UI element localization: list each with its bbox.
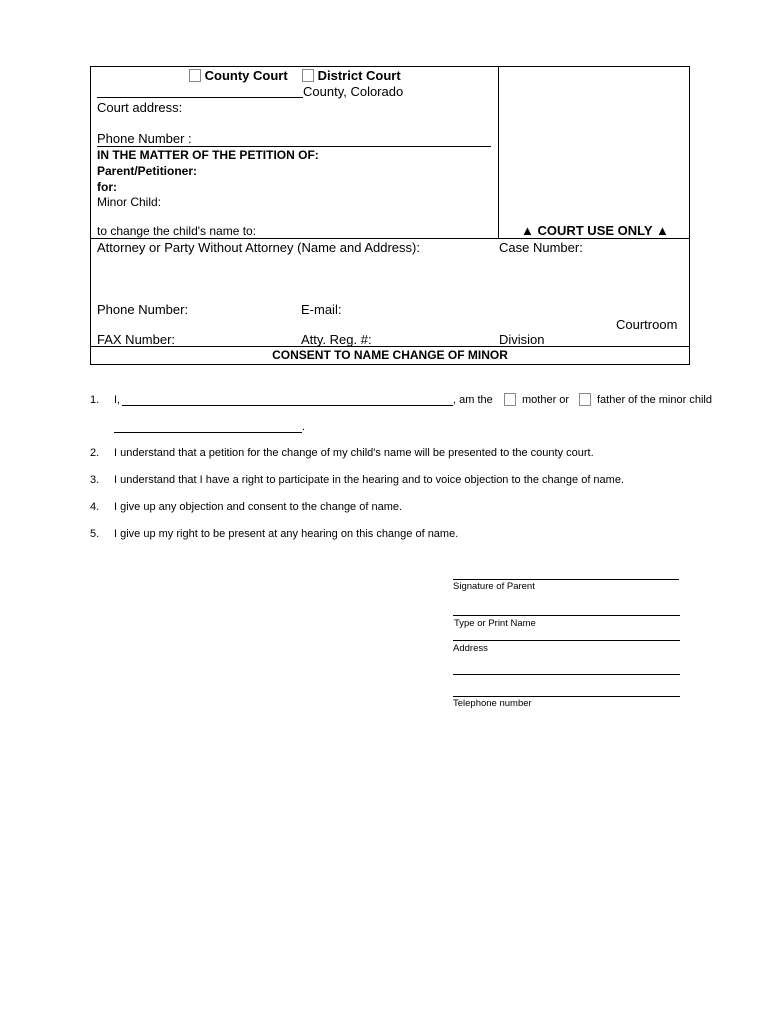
father-label: father of the minor child [597, 394, 712, 406]
county-court-label: County Court [204, 68, 288, 83]
address-line[interactable] [453, 640, 680, 641]
item-1-period: . [302, 421, 306, 433]
parent-name-line[interactable] [122, 405, 453, 406]
mother-checkbox[interactable] [504, 393, 516, 406]
print-name-label: Type or Print Name [454, 618, 536, 629]
item-4-number: 4. [90, 501, 100, 513]
in-the-matter: IN THE MATTER OF THE PETITION OF: [97, 148, 319, 162]
attorney-label: Attorney or Party Without Attorney (Name and Address): [97, 240, 420, 255]
print-name-line[interactable] [453, 615, 680, 616]
court-use-divider [498, 66, 499, 238]
parent-petitioner-label: Parent/Petitioner: [97, 164, 198, 178]
minor-child-name-line[interactable] [114, 432, 302, 433]
case-number-label: Case Number: [499, 240, 583, 255]
form-title: CONSENT TO NAME CHANGE OF MINOR [272, 348, 508, 362]
item-2-number: 2. [90, 447, 100, 459]
for-label: for: [97, 180, 117, 194]
district-court-option[interactable] [302, 68, 401, 83]
caption-divider [90, 238, 690, 239]
signature-line[interactable] [453, 579, 679, 580]
county-court-option[interactable] [189, 68, 288, 83]
court-address-label: Court address: [97, 100, 183, 115]
item-1-prefix: I, [114, 394, 121, 406]
change-name-label: to change the child's name to: [97, 224, 257, 238]
father-checkbox[interactable] [579, 393, 591, 406]
court-use-only: ▲ COURT USE ONLY ▲ [521, 223, 669, 238]
address-line-2[interactable] [453, 674, 680, 675]
item-5-number: 5. [90, 528, 100, 540]
signature-of-parent-label: Signature of Parent [453, 581, 535, 592]
telephone-label: Telephone number [453, 698, 532, 709]
district-court-checkbox[interactable] [302, 69, 314, 82]
item-5-text: I give up my right to be present at any hearing on this change of name. [114, 528, 459, 540]
address-label: Address [453, 643, 488, 654]
atty-reg-label: Atty. Reg. #: [301, 332, 372, 347]
item-1-am-the: , am the [453, 394, 493, 406]
division-label: Division [499, 332, 545, 347]
item-3-number: 3. [90, 474, 100, 486]
phone-underline [97, 146, 491, 147]
telephone-line[interactable] [453, 696, 680, 697]
district-court-label: District Court [317, 68, 401, 83]
item-4-text: I give up any objection and consent to the change of name. [114, 501, 403, 513]
atty-phone-label: Phone Number: [97, 302, 189, 317]
item-2-text: I understand that a petition for the change of my child's name will be presented to the county court. [114, 447, 594, 459]
minor-child-label: Minor Child: [97, 195, 162, 209]
county-court-checkbox[interactable] [189, 69, 201, 82]
fax-label: FAX Number: [97, 332, 176, 347]
item-1-number: 1. [90, 394, 100, 406]
mother-label: mother or [522, 394, 570, 406]
courtroom-label: Courtroom [616, 317, 678, 332]
county-colorado: County, Colorado [303, 84, 404, 99]
phone-number-label: Phone Number : [97, 131, 192, 146]
county-name-line[interactable] [97, 97, 303, 98]
title-divider [90, 346, 690, 347]
email-label: E-mail: [301, 302, 342, 317]
item-3-text: I understand that I have a right to participate in the hearing and to voice objection to the change of name. [114, 474, 625, 486]
